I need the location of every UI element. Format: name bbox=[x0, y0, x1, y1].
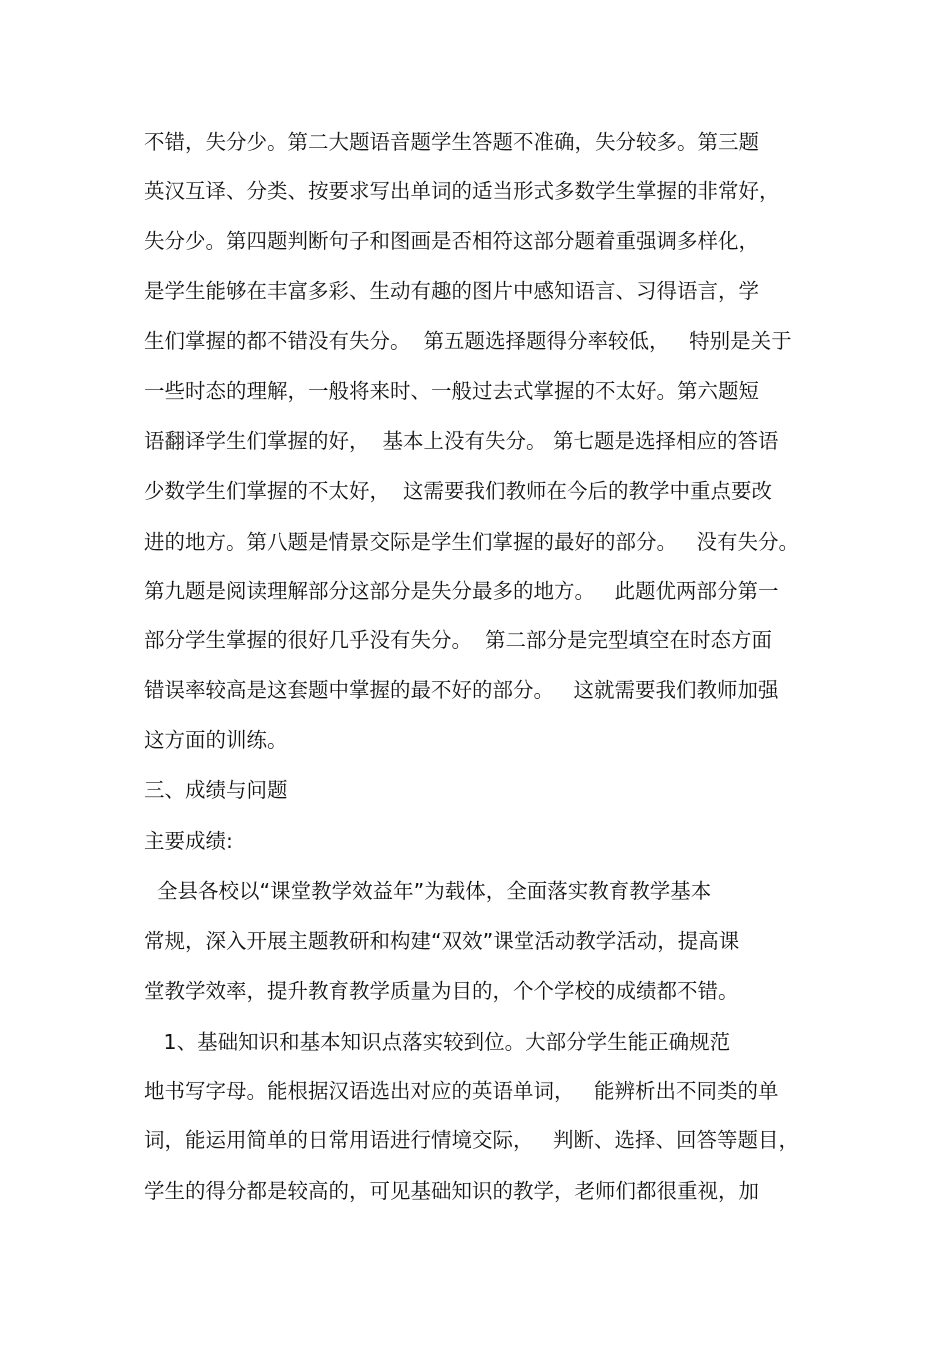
text-line: 进的地方。第八题是情景交际是学生们掌握的最好的部分。 没有失分。 bbox=[144, 530, 800, 554]
text-line: 少数学生们掌握的不太好， 这需要我们教师在今后的教学中重点要改 bbox=[144, 479, 773, 503]
text-line: 堂教学效率，提升教育教学质量为目的，个个学校的成绩都不错。 bbox=[144, 979, 739, 1003]
text-line: 全县各校以“课堂教学效益年”为载体，全面落实教育教学基本 bbox=[144, 879, 712, 903]
text-line: 一些时态的理解，一般将来时、一般过去式掌握的不太好。第六题短 bbox=[144, 379, 759, 403]
text-line: 错误率较高是这套题中掌握的最不好的部分。 这就需要我们教师加强 bbox=[144, 678, 779, 702]
text-line: 1、基础知识和基本知识点落实较到位。大部分学生能正确规范 bbox=[144, 1030, 731, 1054]
text-line: 这方面的训练。 bbox=[144, 728, 288, 752]
subheading: 主要成绩: bbox=[144, 829, 233, 853]
text-line: 第九题是阅读理解部分这部分是失分最多的地方。 此题优两部分第一 bbox=[144, 579, 779, 603]
text-line: 生们掌握的都不错没有失分。 第五题选择题得分率较低， 特别是关于 bbox=[144, 329, 792, 353]
text-line: 部分学生掌握的很好几乎没有失分。 第二部分是完型填空在时态方面 bbox=[144, 628, 773, 652]
text-line: 语翻译学生们掌握的好， 基本上没有失分。 第七题是选择相应的答语 bbox=[144, 429, 779, 453]
text-line: 失分少。第四题判断句子和图画是否相符这部分题着重强调多样化， bbox=[144, 229, 759, 253]
text-line: 地书写字母。能根据汉语选出对应的英语单词， 能辨析出不同类的单 bbox=[144, 1079, 779, 1103]
text-line: 英汉互译、分类、按要求写出单词的适当形式多数学生掌握的非常好， bbox=[144, 179, 780, 203]
text-line: 词，能运用简单的日常用语进行情境交际， 判断、选择、回答等题目， bbox=[144, 1128, 800, 1152]
text-line: 常规，深入开展主题教研和构建“双效”课堂活动教学活动，提高课 bbox=[144, 929, 740, 953]
section-heading: 三、成绩与问题 bbox=[144, 778, 288, 802]
text-line: 学生的得分都是较高的，可见基础知识的教学，老师们都很重视，加 bbox=[144, 1179, 759, 1203]
text-line: 不错，失分少。第二大题语音题学生答题不准确，失分较多。第三题 bbox=[144, 130, 759, 154]
text-line: 是学生能够在丰富多彩、生动有趣的图片中感知语言、习得语言，学 bbox=[144, 279, 759, 303]
